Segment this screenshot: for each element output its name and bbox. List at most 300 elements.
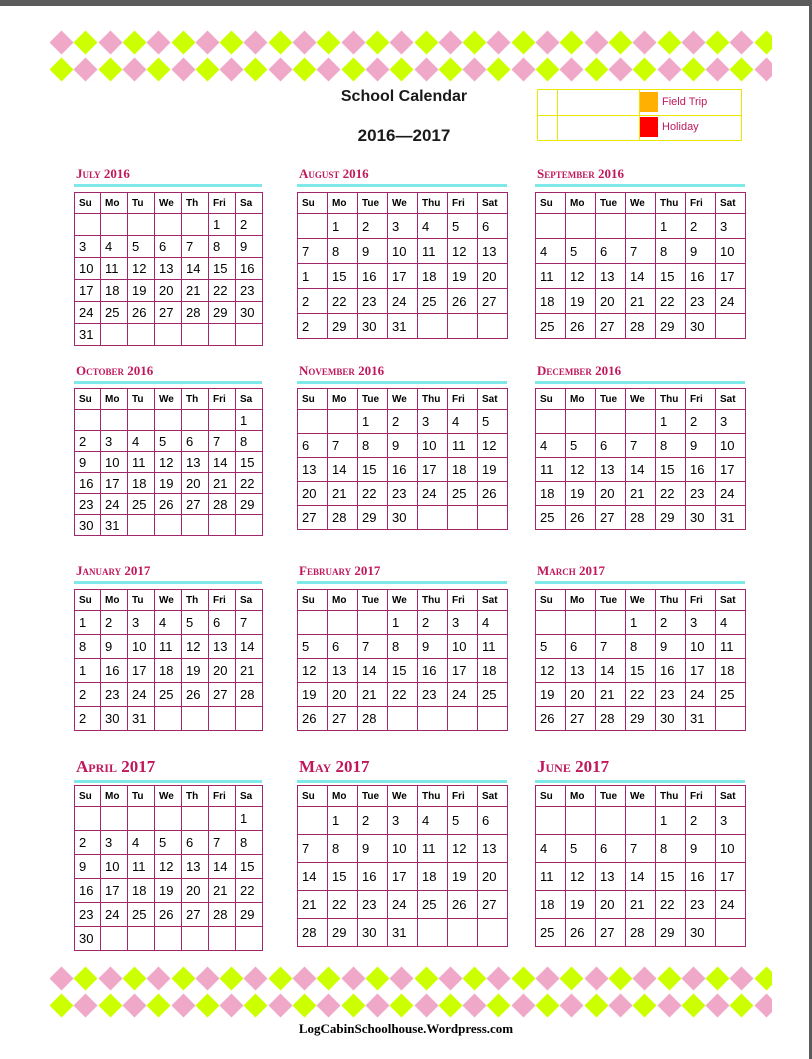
weekday-header: Tue: [358, 389, 388, 410]
calendar-title: School Calendar: [340, 88, 468, 105]
day-cell: 1: [656, 410, 686, 434]
day-cell: 14: [626, 863, 656, 891]
decorative-diamond: [98, 30, 122, 54]
week-row: [75, 879, 263, 903]
decorative-diamond: [511, 966, 535, 990]
weekday-header: Sat: [716, 389, 746, 410]
day-cell: 24: [388, 891, 418, 919]
decorative-diamond: [608, 30, 632, 54]
day-cell: 7: [209, 431, 236, 452]
weekday-header: Th: [182, 590, 209, 611]
decorative-diamond: [657, 30, 681, 54]
week-row: [75, 324, 263, 346]
day-cell: 21: [236, 659, 263, 683]
decorative-diamond: [220, 30, 244, 54]
weekday-header: We: [626, 590, 656, 611]
day-cell: 12: [298, 659, 328, 683]
weekday-header: Th: [182, 193, 209, 214]
day-cell: 27: [596, 314, 626, 339]
weekday-header-row: [298, 590, 508, 611]
month-accent-line: [535, 381, 745, 384]
decorative-diamond: [341, 966, 365, 990]
day-cell: 20: [596, 482, 626, 506]
day-cell: 9: [418, 635, 448, 659]
day-cell: 27: [596, 919, 626, 947]
day-cell: 8: [656, 239, 686, 264]
day-cell: [418, 919, 448, 947]
day-cell: 14: [596, 659, 626, 683]
day-cell: 13: [298, 458, 328, 482]
decorative-diamond: [608, 966, 632, 990]
day-cell: [155, 807, 182, 831]
day-cell: 6: [209, 611, 236, 635]
day-cell: 2: [388, 410, 418, 434]
day-cell: 31: [716, 506, 746, 530]
day-cell: 5: [566, 239, 596, 264]
day-cell: [182, 515, 209, 536]
decorative-diamond: [608, 993, 632, 1017]
month-table: [297, 388, 508, 530]
day-cell: 31: [101, 515, 128, 536]
weekday-header: Su: [298, 193, 328, 214]
day-cell: 15: [236, 452, 263, 473]
day-cell: 24: [686, 683, 716, 707]
weekday-header-row: [75, 193, 263, 214]
day-cell: 6: [298, 434, 328, 458]
field-trip-swatch: [640, 92, 658, 112]
holiday-swatch: [640, 117, 658, 137]
decorative-diamond: [98, 993, 122, 1017]
day-cell: 2: [75, 707, 101, 731]
top-diamond-border: [50, 30, 772, 84]
day-cell: 10: [388, 239, 418, 264]
week-row: [75, 855, 263, 879]
day-cell: 2: [298, 289, 328, 314]
weekday-header: Fri: [448, 193, 478, 214]
week-row: [75, 236, 263, 258]
decorative-diamond: [657, 993, 681, 1017]
day-cell: 9: [656, 635, 686, 659]
day-cell: 21: [209, 473, 236, 494]
day-cell: 4: [536, 835, 566, 863]
day-cell: [566, 807, 596, 835]
weekday-header: Su: [75, 193, 101, 214]
month-title: November 2016: [299, 363, 385, 378]
day-cell: [566, 410, 596, 434]
week-row: [75, 807, 263, 831]
day-cell: 22: [236, 879, 263, 903]
day-cell: 24: [448, 683, 478, 707]
decorative-diamond: [122, 30, 146, 54]
decorative-diamond: [681, 30, 705, 54]
week-row: [536, 239, 746, 264]
day-cell: 11: [448, 434, 478, 458]
legend-row-field-trip: [538, 90, 741, 116]
week-row: [298, 707, 508, 731]
day-cell: 6: [155, 236, 182, 258]
day-cell: 29: [358, 506, 388, 530]
day-cell: 19: [566, 891, 596, 919]
weekday-header: Mo: [328, 590, 358, 611]
day-cell: 12: [182, 635, 209, 659]
day-cell: 11: [536, 863, 566, 891]
week-row: [298, 482, 508, 506]
decorative-diamond: [341, 993, 365, 1017]
day-cell: 22: [656, 891, 686, 919]
day-cell: 23: [686, 891, 716, 919]
decorative-diamond: [511, 57, 535, 81]
week-row: [536, 659, 746, 683]
day-cell: 24: [716, 482, 746, 506]
decorative-diamond: [74, 57, 98, 81]
month-table: [74, 589, 263, 731]
day-cell: 7: [626, 239, 656, 264]
week-row: [75, 473, 263, 494]
weekday-header: Fri: [448, 786, 478, 807]
day-cell: 22: [626, 683, 656, 707]
day-cell: 4: [478, 611, 508, 635]
day-cell: [209, 927, 236, 951]
day-cell: 14: [209, 855, 236, 879]
decorative-diamond: [50, 57, 74, 81]
decorative-diamond: [463, 993, 487, 1017]
day-cell: 2: [75, 431, 101, 452]
week-row: [75, 707, 263, 731]
day-cell: [298, 214, 328, 239]
decorative-diamond: [608, 57, 632, 81]
decorative-diamond: [438, 30, 462, 54]
decorative-diamond: [195, 57, 219, 81]
day-cell: 3: [716, 214, 746, 239]
weekday-header: Mo: [328, 786, 358, 807]
weekday-header: Sat: [478, 786, 508, 807]
day-cell: 2: [358, 214, 388, 239]
day-cell: 28: [209, 903, 236, 927]
week-row: [536, 919, 746, 947]
weekday-header: Tu: [128, 389, 155, 410]
decorative-diamond: [681, 966, 705, 990]
day-cell: 11: [478, 635, 508, 659]
week-row: [75, 611, 263, 635]
day-cell: 8: [236, 831, 263, 855]
decorative-diamond: [657, 966, 681, 990]
decorative-diamond: [560, 966, 584, 990]
day-cell: 10: [75, 258, 101, 280]
weekday-header: Fri: [686, 193, 716, 214]
month-accent-line: [297, 780, 507, 783]
day-cell: 4: [536, 239, 566, 264]
weekday-header: Sa: [236, 193, 263, 214]
decorative-diamond: [487, 966, 511, 990]
day-cell: 8: [236, 431, 263, 452]
day-cell: 5: [128, 236, 155, 258]
day-cell: 5: [155, 831, 182, 855]
day-cell: 30: [686, 314, 716, 339]
month-accent-line: [74, 381, 262, 384]
day-cell: [155, 515, 182, 536]
decorative-diamond: [195, 30, 219, 54]
weekday-header: Sa: [236, 590, 263, 611]
week-row: [298, 835, 508, 863]
weekday-header: Su: [536, 786, 566, 807]
day-cell: 6: [596, 434, 626, 458]
day-cell: 17: [686, 659, 716, 683]
week-row: [75, 214, 263, 236]
day-cell: [418, 707, 448, 731]
weekday-header: We: [155, 590, 182, 611]
weekday-header: Fri: [686, 786, 716, 807]
day-cell: 23: [358, 891, 388, 919]
decorative-diamond: [365, 993, 389, 1017]
day-cell: 9: [358, 239, 388, 264]
weekday-header: Mo: [566, 590, 596, 611]
month-table: [297, 785, 508, 947]
day-cell: 26: [448, 289, 478, 314]
day-cell: 31: [128, 707, 155, 731]
day-cell: 4: [716, 611, 746, 635]
day-cell: [75, 807, 101, 831]
day-cell: 22: [656, 482, 686, 506]
day-cell: 31: [388, 314, 418, 339]
day-cell: [478, 919, 508, 947]
day-cell: 16: [686, 863, 716, 891]
day-cell: 15: [328, 863, 358, 891]
day-cell: 24: [101, 903, 128, 927]
day-cell: 2: [418, 611, 448, 635]
day-cell: [182, 324, 209, 346]
day-cell: 13: [182, 855, 209, 879]
day-cell: 21: [626, 482, 656, 506]
day-cell: 25: [536, 506, 566, 530]
decorative-diamond: [560, 993, 584, 1017]
day-cell: 26: [566, 506, 596, 530]
decorative-diamond: [511, 993, 535, 1017]
day-cell: [182, 707, 209, 731]
day-cell: 18: [155, 659, 182, 683]
day-cell: 4: [418, 214, 448, 239]
weekday-header: Sa: [236, 786, 263, 807]
decorative-diamond: [220, 57, 244, 81]
decorative-diamond: [244, 966, 268, 990]
day-cell: 10: [686, 635, 716, 659]
decorative-diamond: [706, 57, 730, 81]
day-cell: 23: [101, 683, 128, 707]
day-cell: 2: [298, 314, 328, 339]
day-cell: 23: [656, 683, 686, 707]
day-cell: 27: [182, 903, 209, 927]
day-cell: [566, 611, 596, 635]
day-cell: 13: [596, 458, 626, 482]
weekday-header: Mo: [566, 389, 596, 410]
weekday-header: Tue: [358, 193, 388, 214]
day-cell: 20: [298, 482, 328, 506]
weekday-header: Tu: [128, 193, 155, 214]
day-cell: 12: [448, 835, 478, 863]
day-cell: [209, 515, 236, 536]
week-row: [298, 919, 508, 947]
weekday-header: We: [388, 590, 418, 611]
day-cell: [75, 410, 101, 431]
decorative-diamond: [74, 30, 98, 54]
day-cell: 3: [388, 807, 418, 835]
day-cell: 31: [75, 324, 101, 346]
day-cell: 25: [101, 302, 128, 324]
weekday-header: Su: [75, 590, 101, 611]
day-cell: 25: [478, 683, 508, 707]
day-cell: [236, 707, 263, 731]
day-cell: 29: [656, 919, 686, 947]
day-cell: 15: [388, 659, 418, 683]
day-cell: [478, 314, 508, 339]
day-cell: 19: [536, 683, 566, 707]
day-cell: 18: [536, 891, 566, 919]
day-cell: 7: [298, 835, 328, 863]
weekday-header: We: [388, 389, 418, 410]
weekday-header-row: [536, 193, 746, 214]
day-cell: 18: [128, 473, 155, 494]
day-cell: 17: [388, 264, 418, 289]
week-row: [298, 289, 508, 314]
day-cell: 21: [182, 280, 209, 302]
day-cell: 11: [536, 264, 566, 289]
day-cell: 29: [236, 903, 263, 927]
week-row: [298, 458, 508, 482]
day-cell: [478, 707, 508, 731]
weekday-header: Thu: [656, 590, 686, 611]
day-cell: 16: [418, 659, 448, 683]
day-cell: [182, 927, 209, 951]
day-cell: 9: [686, 835, 716, 863]
day-cell: 26: [566, 314, 596, 339]
day-cell: 13: [478, 835, 508, 863]
decorative-diamond: [268, 993, 292, 1017]
day-cell: 2: [75, 683, 101, 707]
day-cell: 13: [596, 863, 626, 891]
decorative-diamond: [171, 57, 195, 81]
decorative-diamond: [220, 966, 244, 990]
weekday-header: Sat: [716, 193, 746, 214]
day-cell: 3: [448, 611, 478, 635]
day-cell: 7: [596, 635, 626, 659]
day-cell: 10: [418, 434, 448, 458]
day-cell: [128, 927, 155, 951]
week-row: [298, 635, 508, 659]
day-cell: 13: [478, 239, 508, 264]
day-cell: [75, 214, 101, 236]
weekday-header: Tue: [358, 786, 388, 807]
day-cell: 15: [236, 855, 263, 879]
day-cell: 19: [155, 879, 182, 903]
day-cell: 15: [626, 659, 656, 683]
week-row: [536, 214, 746, 239]
day-cell: 20: [182, 879, 209, 903]
day-cell: 3: [101, 431, 128, 452]
month-title: September 2016: [537, 166, 624, 181]
day-cell: 22: [358, 482, 388, 506]
month-accent-line: [535, 581, 745, 584]
day-cell: 2: [101, 611, 128, 635]
day-cell: [101, 214, 128, 236]
weekday-header: Tue: [358, 590, 388, 611]
day-cell: 22: [236, 473, 263, 494]
day-cell: [448, 707, 478, 731]
decorative-diamond: [171, 966, 195, 990]
decorative-diamond: [122, 57, 146, 81]
decorative-diamond: [147, 57, 171, 81]
week-row: [75, 683, 263, 707]
day-cell: 20: [478, 863, 508, 891]
day-cell: 18: [478, 659, 508, 683]
day-cell: 20: [596, 289, 626, 314]
day-cell: 16: [358, 863, 388, 891]
decorative-diamond: [633, 966, 657, 990]
day-cell: 12: [155, 855, 182, 879]
day-cell: [128, 324, 155, 346]
day-cell: 30: [101, 707, 128, 731]
day-cell: [236, 515, 263, 536]
week-row: [536, 506, 746, 530]
day-cell: 27: [478, 891, 508, 919]
day-cell: 23: [75, 494, 101, 515]
decorative-diamond: [681, 57, 705, 81]
day-cell: 10: [716, 835, 746, 863]
day-cell: 1: [236, 410, 263, 431]
day-cell: 6: [596, 239, 626, 264]
day-cell: 7: [358, 635, 388, 659]
day-cell: 16: [236, 258, 263, 280]
decorative-diamond: [317, 57, 341, 81]
day-cell: 12: [128, 258, 155, 280]
day-cell: 27: [478, 289, 508, 314]
weekday-header: We: [155, 786, 182, 807]
day-cell: 26: [566, 919, 596, 947]
day-cell: [155, 927, 182, 951]
decorative-diamond: [98, 966, 122, 990]
decorative-diamond: [487, 57, 511, 81]
day-cell: 28: [626, 314, 656, 339]
day-cell: [298, 410, 328, 434]
day-cell: 29: [209, 302, 236, 324]
decorative-diamond: [438, 966, 462, 990]
weekday-header-row: [536, 786, 746, 807]
day-cell: 7: [182, 236, 209, 258]
day-cell: [128, 214, 155, 236]
day-cell: 23: [418, 683, 448, 707]
weekday-header: Thu: [656, 389, 686, 410]
day-cell: 2: [236, 214, 263, 236]
day-cell: 12: [155, 452, 182, 473]
weekday-header: Thu: [418, 786, 448, 807]
decorative-diamond: [754, 966, 772, 990]
month-title: May 2017: [299, 757, 370, 776]
weekday-header: Tue: [596, 786, 626, 807]
weekday-header: We: [626, 786, 656, 807]
week-row: [536, 482, 746, 506]
decorative-diamond: [535, 57, 559, 81]
week-row: [75, 515, 263, 536]
day-cell: 20: [182, 473, 209, 494]
day-cell: 20: [478, 264, 508, 289]
day-cell: 1: [656, 807, 686, 835]
day-cell: 16: [101, 659, 128, 683]
month-title: April 2017: [76, 757, 156, 776]
week-row: [536, 314, 746, 339]
day-cell: 6: [478, 807, 508, 835]
week-row: [536, 863, 746, 891]
day-cell: 26: [536, 707, 566, 731]
day-cell: 25: [418, 289, 448, 314]
weekday-header: Su: [298, 389, 328, 410]
